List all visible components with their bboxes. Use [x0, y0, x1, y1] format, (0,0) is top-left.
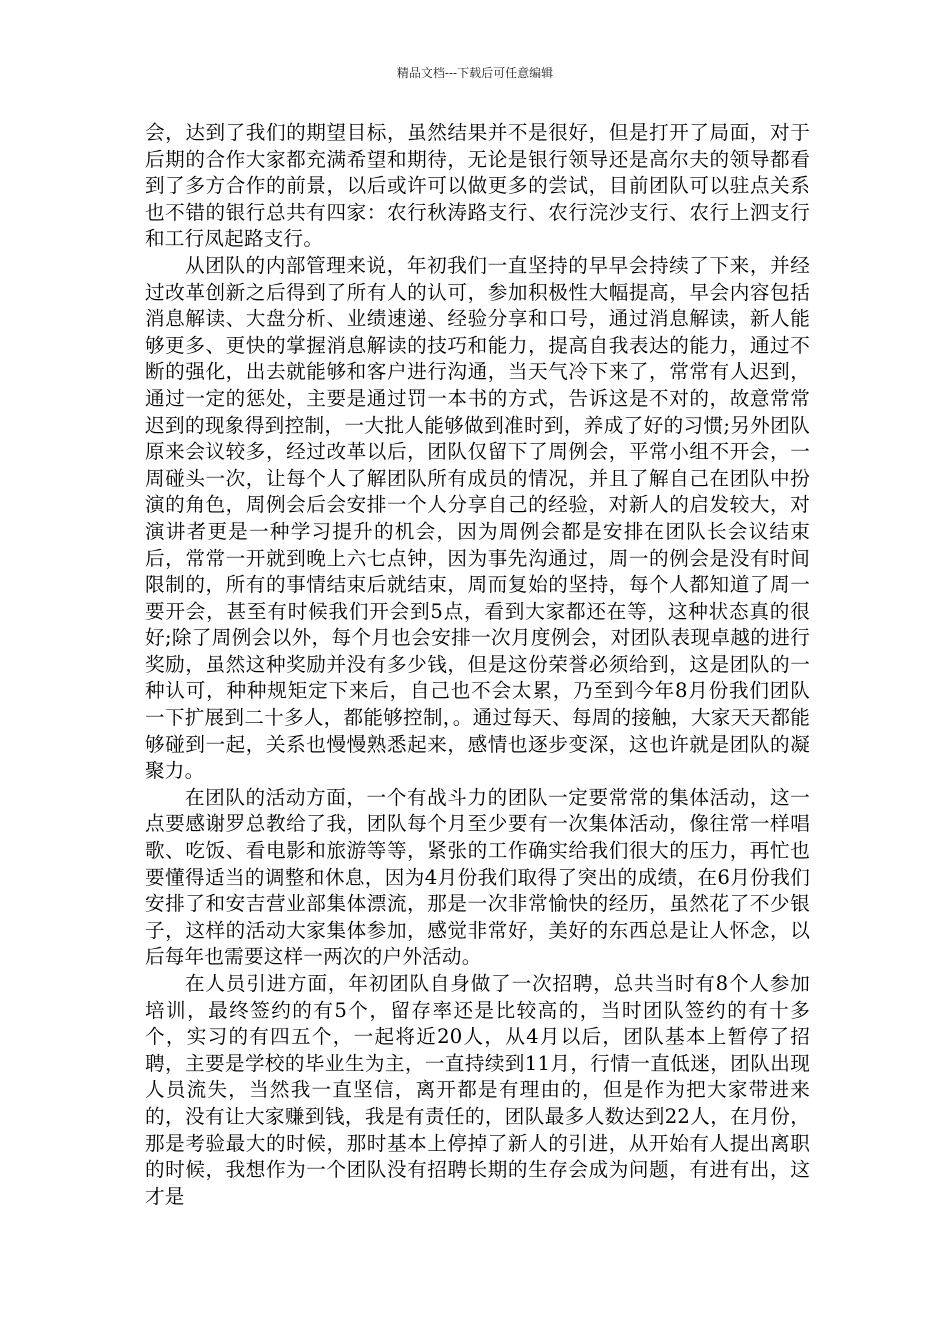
- paragraph-continuation: 会，达到了我们的期望目标，虽然结果并不是很好，但是打开了局面，对于后期的合作大家都充满希望和期待，无论是银行领导还是高尔夫的领导都看到了多方合作的前景，以后或许可以做更多的尝试，目前团队可以驻点关系也不错的银行总共有四家：农行秋涛路支行、农行浣沙支行、农行上泗支行和工行凤起路支行。: [145, 121, 810, 251]
- paragraph-internal-management: 从团队的内部管理来说，年初我们一直坚持的早早会持续了下来，并经过改革创新之后得到了所有人的认可，参加积极性大幅提高，早会内容包括消息解读、大盘分析、业绩速递、经验分享和口号，通过消息解读，新人能够更多、更快的掌握消息解读的技巧和能力，提高自我表达的能力，通过不断的强化，出去就能够和客户进行沟通，当天气冷下来了，常常有人迟到，通过一定的惩处，主要是通过罚一本书的方式，告诉这是不对的，故意常常迟到的现象得到控制，一大批人能够做到准时到，养成了好的习惯;另外团队原来会议较多，经过改革以后，团队仅留下了周例会，平常小组不开会，一周碰头一次，让每个人了解团队所有成员的情况，并且了解自己在团队中扮演的角色，周例会后会安排一个人分享自己的经验，对新人的启发较大，对演讲者更是一种学习提升的机会，因为周例会都是安排在团队长会议结束后，常常一开就到晚上六七点钟，因为事先沟通过，周一的例会是没有时间限制的，所有的事情结束后就结束，周而复始的坚持，每个人都知道了周一要开会，甚至有时候我们开会到5点，看到大家都还在等，这种状态真的很好;除了周例会以外，每个月也会安排一次月度例会，对团队表现卓越的进行奖励，虽然这种奖励并没有多少钱，但是这份荣誉必须给到，这是团队的一种认可，种种规矩定下来后，自己也不会太累，乃至到今年8月份我们团队一下扩展到二十多人，都能够控制，。通过每天、每周的接触，大家天天都能够碰到一起，关系也慢慢熟悉起来，感情也逐步变深，这也许就是团队的凝聚力。: [145, 253, 810, 783]
- document-body: [145, 120, 810, 1210]
- paragraph-team-activities: 在团队的活动方面，一个有战斗力的团队一定要常常的集体活动，这一点要感谢罗总教给了我，团队每个月至少要有一次集体活动，像往常一样唱歌、吃饭、看电影和旅游等等，紧张的工作确实给我们很大的压力，再忙也要懂得适当的调整和休息，因为4月份我们取得了突出的成绩，在6月份我们安排了和安吉营业部集体漂流，那是一次非常愉快的经历，虽然花了不少银子，这样的活动大家集体参加，感觉非常好，美好的东西总是让人怀念，以后每年也需要这样一两次的户外活动。: [145, 785, 810, 969]
- paragraph-recruitment: 在人员引进方面，年初团队自身做了一次招聘，总共当时有8个人参加培训，最终签约的有5个，留存率还是比较高的，当时团队签约的有十多个，实习的有四五个，一起将近20人，从4月以后，团队基本上暂停了招聘，主要是学校的毕业生为主，一直持续到11月，行情一直低迷，团队出现人员流失，当然我一直坚信，离开都是有理由的，但是作为把大家带进来的，没有让大家赚到钱，我是有责任的，团队最多人数达到22人，在月份，那是考验最大的时候，那时基本上停掉了新人的引进，从开始有人提出离职的时候，我想作为一个团队没有招聘长期的生存会成为问题，有进有出，这才是: [145, 972, 810, 1208]
- page-header: 精品文档---下载后可任意编辑: [396, 66, 554, 80]
